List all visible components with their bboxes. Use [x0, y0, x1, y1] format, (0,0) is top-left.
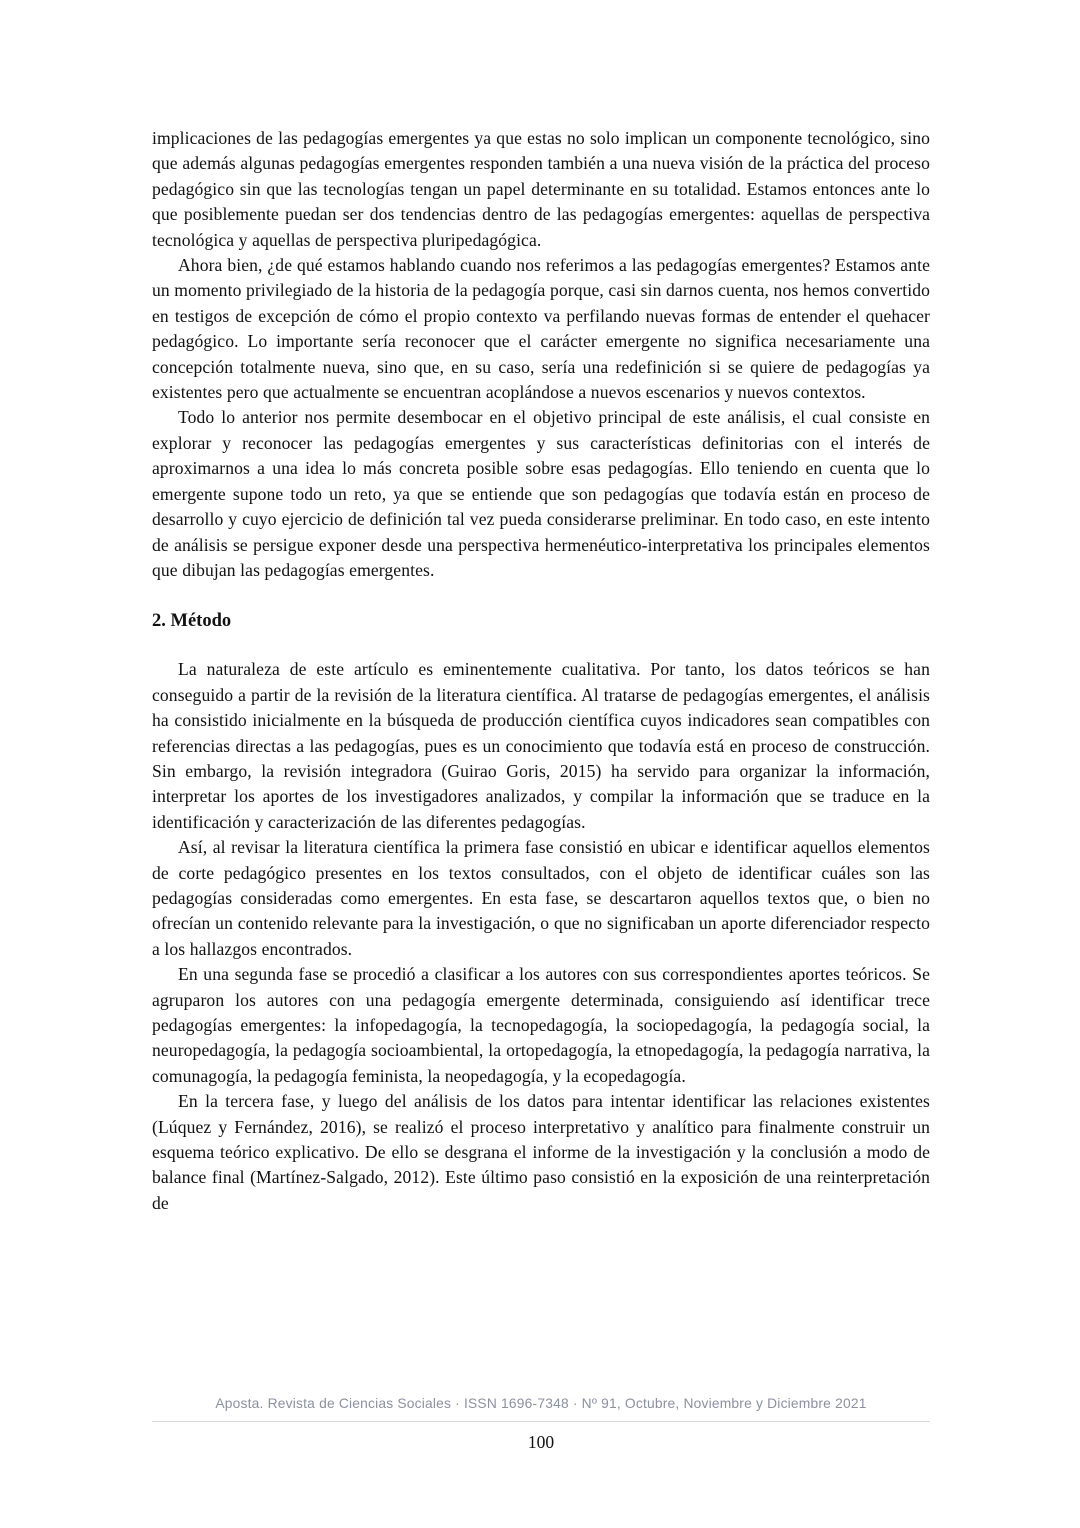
- body-paragraph: En la tercera fase, y luego del análisis de los datos para intentar identificar las relaciones existentes (Lúquez y Fernández, 2016), se realizó el proceso interpretativo y analítico para finalmente construir un esquema teórico explicativo. De ello se desgrana el informe de la investigación y la conclusión a modo de balance final (Martínez-Salgado, 2012). Este último paso consistió en la exposición de una reinterpretación de: [152, 1091, 930, 1213]
- footer-divider: [152, 1421, 930, 1422]
- body-paragraph: Ahora bien, ¿de qué estamos hablando cuando nos referimos a las pedagogías emergentes? Estamos ante un momento privilegiado de la historia de la pedagogía porque, casi sin darnos cuenta, nos hemos convertido en testigos de excepción de cómo el propio contexto va perfilando nuevas formas de entender el quehacer pedagógico. Lo importante sería reconocer que el carácter emergente no significa necesariamente una concepción totalmente nueva, sino que, en su caso, sería una redefinición si se quiere de pedagogías ya existentes pero que actualmente se encuentran acoplándose a nuevos escenarios y nuevos contextos.: [152, 255, 930, 403]
- section-heading: 2. Método: [152, 611, 232, 632]
- journal-footer-line: Aposta. Revista de Ciencias Sociales · ISSN 1696-7348 · Nº 91, Octubre, Noviembre y Diciembre 2021: [215, 1396, 867, 1411]
- page-number: 100: [527, 1432, 555, 1452]
- body-paragraph: En una segunda fase se procedió a clasificar a los autores con sus correspondientes aportes teóricos. Se agruparon los autores con una pedagogía emergente determinada, consiguiendo así identificar trece pedagogías emergentes: la infopedagogía, la tecnopedagogía, la sociopedagogía, la pedagogía social, la neuropedagogía, la pedagogía socioambiental, la ortopedagogía, la etnopedagogía, la pedagogía narrativa, la comunagogía, la pedagogía feminista, la neopedagogía, y la ecopedagogía.: [152, 964, 930, 1086]
- body-paragraph: Así, al revisar la literatura científica la primera fase consistió en ubicar e identificar aquellos elementos de corte pedagógico presentes en los textos consultados, con el objeto de identificar cuáles son las pedagogías consideradas como emergentes. En esta fase, se descartaron aquellos textos que, o bien no ofrecían un contenido relevante para la investigación, o que no significaban un aporte diferenciador respecto a los hallazgos encontrados.: [152, 837, 930, 959]
- body-paragraph: La naturaleza de este artículo es eminentemente cualitativa. Por tanto, los datos teóricos se han conseguido a partir de la revisión de la literatura científica. Al tratarse de pedagogías emergentes, el análisis ha consistido inicialmente en la búsqueda de producción científica cuyos indicadores sean compatibles con referencias directas a las pedagogías, pues es un conocimiento que todavía está en proceso de construcción. Sin embargo, la revisión integradora (Guirao Goris, 2015) ha servido para organizar la información, interpretar los aportes de los investigadores analizados, y compilar la información que se traduce en la identificación y caracterización de las diferentes pedagogías.: [152, 659, 930, 832]
- body-paragraph: Todo lo anterior nos permite desembocar en el objetivo principal de este análisis, el cual consiste en explorar y reconocer las pedagogías emergentes y sus características definitorias con el interés de aproximarnos a una idea lo más concreta posible sobre esas pedagogías. Ello teniendo en cuenta que lo emergente supone todo un reto, ya que se entiende que son pedagogías que todavía están en proceso de desarrollo y cuyo ejercicio de definición tal vez pueda considerarse preliminar. En todo caso, en este intento de análisis se persigue exponer desde una perspectiva hermenéutico-interpretativa los principales elementos que dibujan las pedagogías emergentes.: [152, 407, 930, 580]
- body-paragraph: implicaciones de las pedagogías emergentes ya que estas no solo implican un componente tecnológico, sino que además algunas pedagogías emergentes responden también a una nueva visión de la práctica del proceso pedagógico sin que las tecnologías tengan un papel determinante en su totalidad. Estamos entonces ante lo que posiblemente puedan ser dos tendencias dentro de las pedagogías emergentes: aquellas de perspectiva tecnológica y aquellas de perspectiva pluripedagógica.: [152, 128, 930, 250]
- article-body: [152, 126, 930, 1216]
- page-footer: [152, 1396, 930, 1453]
